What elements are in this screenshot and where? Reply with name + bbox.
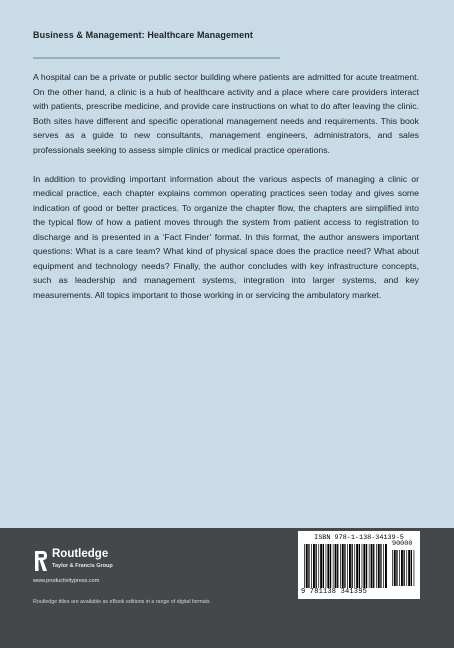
barcode-bar (406, 550, 407, 586)
publisher-group: Taylor & Francis Group (52, 563, 113, 569)
barcode-bar (327, 544, 329, 588)
routledge-logo-icon (33, 550, 49, 572)
isbn-barcode (298, 531, 420, 599)
barcode-bar (414, 550, 415, 586)
barcode-bar (337, 544, 338, 588)
barcode-bar (304, 544, 305, 588)
ean-number: 9 781138 341395 (301, 588, 368, 596)
barcode-bar (344, 544, 345, 588)
isbn-label: ISBN 978-1-138-34139-5 (314, 534, 404, 542)
barcode-bar (392, 550, 393, 586)
barcode-bar (380, 544, 381, 588)
description-paragraph-1: A hospital can be a private or public sector building where patients are admitted for acute treatment. On the other hand, a clinic is a hub of healthcare activity and a place where care providers interact with patients, prescribe medicine, and provide care instructions on what to do after leaving the clinic. Both sites have different and specific operational management needs and requirements. This book serves as a guide to new consultants, management engineers, administrators, and sales professionals seeking to assess simple clinics or medical practice operations. (33, 72, 419, 155)
ebook-note: Routledge titles are available as eBook editions in a range of digital formats (33, 599, 210, 605)
category-label: Business & Management: Healthcare Management (33, 30, 253, 40)
barcode-bar (330, 544, 331, 588)
barcode-bar (371, 544, 373, 588)
description-paragraph-2: In addition to providing important information about the various aspects of managing a clinic or medical practice, each chapter explains common operating practices seen today and gives some indication of good or better practices. To organize the chapter flow, the chapters are simplified into the typical flow of how a patient moves through the system from patient access to registration to discharge and is presented in a ‘Fact Finder’ format. In this format, the author answers important questions: What is a care team? What kind of physical space does the practice need? What about equipment and technology needs? Finally, the author concludes with key infrastructure concepts, such as leadership and management systems, integration into larger systems, and key measurements. All topics important to those working in or servicing the ambulatory market. (33, 173, 419, 300)
barcode-bar (373, 544, 374, 588)
barcode-bar (320, 544, 322, 588)
ean-barcode-bars (304, 544, 388, 588)
barcode-bar (411, 550, 412, 586)
barcode-bar (376, 544, 377, 588)
barcode-bar (352, 544, 353, 588)
barcode-bar (318, 544, 319, 588)
barcode-bar (359, 544, 360, 588)
barcode-bar (335, 544, 337, 588)
barcode-bar (404, 550, 405, 586)
barcode-bar (342, 544, 344, 588)
barcode-bar (378, 544, 380, 588)
barcode-bar (306, 544, 308, 588)
barcode-bar (366, 544, 367, 588)
barcode-bar (347, 544, 348, 588)
barcode-bar (316, 544, 317, 588)
barcode-bar (311, 544, 312, 588)
barcode-bar (349, 544, 351, 588)
barcode-bar (401, 550, 403, 586)
publisher-name: Routledge (52, 548, 109, 560)
barcode-bar (313, 544, 315, 588)
barcode-bar (340, 544, 341, 588)
barcode-bar (396, 550, 397, 586)
barcode-bar (394, 550, 396, 586)
header-divider (33, 57, 280, 59)
barcode-bar (363, 544, 365, 588)
barcode-bar (326, 544, 327, 588)
price-code: 90000 (392, 540, 413, 548)
barcode-bar (323, 544, 324, 588)
barcode-bar (354, 544, 355, 588)
barcode-bar (308, 544, 309, 588)
barcode-bar (369, 544, 370, 588)
barcode-bar (356, 544, 358, 588)
barcode-bar (385, 544, 387, 588)
barcode-bar (333, 544, 334, 588)
barcode-bar (383, 544, 384, 588)
barcode-bar (399, 550, 400, 586)
price-barcode-bars (392, 550, 416, 586)
barcode-bar (408, 550, 410, 586)
barcode-bar (362, 544, 363, 588)
publisher-url[interactable]: www.productivitypress.com (33, 578, 100, 584)
description-text (33, 70, 419, 317)
